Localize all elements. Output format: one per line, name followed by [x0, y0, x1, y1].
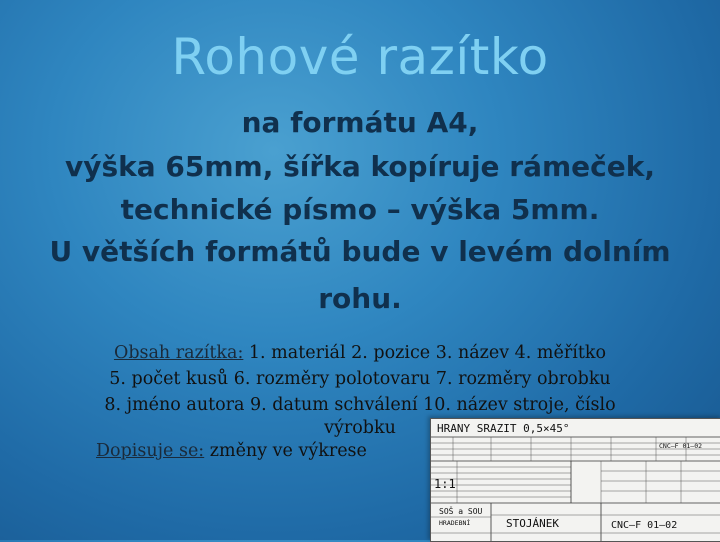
subtitle-line-4: U větších formátů bude v levém dolním	[49, 235, 671, 268]
contents-label: Obsah razítka:	[113, 343, 244, 363]
fill-in-label: Dopisuje se:	[96, 441, 205, 461]
stamp-header: HRANY SRAZIT 0,5×45°	[437, 422, 570, 435]
stamp-school-2: HRADEBNÍ	[439, 519, 471, 527]
title-block-drawing	[431, 419, 720, 541]
slide-title: Rohové razítko	[171, 28, 549, 86]
subtitle-line-2: výška 65mm, šířka kopíruje rámeček,	[64, 150, 655, 183]
stamp-part-name: STOJÁNEK	[506, 517, 559, 530]
stamp-school: SOŠ a SOU	[439, 507, 483, 516]
stamp-scale: 1:1	[434, 477, 456, 491]
subtitle-line-1: na formátu A4,	[241, 106, 479, 139]
stamp-drawing-number: CNC–F 01–02	[611, 520, 678, 531]
contents-line-3: 8. jméno autora 9. datum schválení 10. název stroje, číslo	[104, 395, 616, 415]
contents-line-2: 5. počet kusů 6. rozměry polotovaru 7. rozměry obrobku	[109, 369, 611, 389]
contents-items-1: 1. materiál 2. pozice 3. název 4. měřítko	[243, 343, 607, 363]
title-block-image	[430, 418, 720, 542]
fill-in-text: změny ve výkrese	[204, 441, 367, 461]
subtitle-line-3: technické písmo – výška 5mm.	[120, 193, 600, 226]
subtitle-line-5: rohu.	[318, 282, 402, 315]
contents-line-4: výrobku	[324, 418, 396, 438]
contents-line-1	[80, 340, 640, 366]
stamp-code-top: CNC–F 01–02	[659, 442, 703, 450]
